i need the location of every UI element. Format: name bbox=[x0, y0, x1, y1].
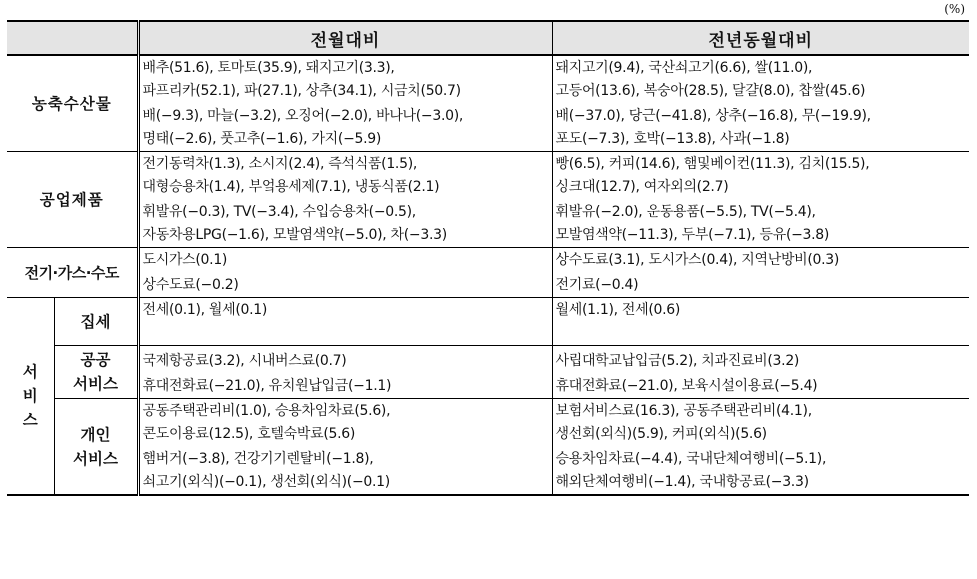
header-row bbox=[7, 21, 969, 55]
personal-label-line1: 개인 bbox=[80, 425, 111, 444]
line: 해외단체여행비(−1.4), 국내항공료(−3.3) bbox=[555, 474, 809, 490]
line: 공동주택관리비(1.0), 승용차임차료(5.6), bbox=[142, 403, 391, 419]
header-year: 전년동월대비 bbox=[552, 21, 969, 55]
table-row-personal-pos bbox=[7, 399, 969, 447]
unit-label: (%) bbox=[944, 2, 965, 16]
line: 전기료(−0.4) bbox=[555, 277, 639, 293]
line: 고등어(13.6), 복숭아(28.5), 달걀(8.0), 찹쌀(45.6) bbox=[555, 83, 866, 99]
cell-personal-month-neg bbox=[138, 446, 552, 495]
category-utility: 전기·가스·수도 bbox=[7, 248, 138, 298]
line: 월세(1.1), 전세(0.6) bbox=[555, 302, 681, 318]
subcategory-public bbox=[54, 346, 138, 399]
line: 승용차임차료(−4.4), 국내단체여행비(−5.1), bbox=[555, 451, 827, 467]
line: 국제항공료(3.2), 시내버스료(0.7) bbox=[142, 353, 347, 369]
cell-rent-year bbox=[552, 298, 969, 346]
line: 도시가스(0.1) bbox=[142, 252, 228, 268]
line: 전세(0.1), 월세(0.1) bbox=[142, 302, 268, 318]
cell-agri-year-neg bbox=[552, 103, 969, 152]
cell-agri-month-neg bbox=[138, 103, 552, 152]
cell-industrial-month-neg bbox=[138, 199, 552, 248]
cell-industrial-year-neg bbox=[552, 199, 969, 248]
cell-utility-month-pos bbox=[138, 248, 552, 273]
line: 휘발유(−0.3), TV(−3.4), 수입승용차(−0.5), bbox=[142, 204, 416, 220]
cell-personal-year-pos bbox=[552, 399, 969, 447]
line: 모발염색약(−11.3), 두부(−7.1), 등유(−3.8) bbox=[555, 227, 830, 243]
line: 휘발유(−2.0), 운동용품(−5.5), TV(−5.4), bbox=[555, 204, 816, 220]
line: 배추(51.6), 토마토(35.9), 돼지고기(3.3), bbox=[142, 60, 395, 76]
cell-rent-month bbox=[138, 298, 552, 346]
line: 배(−9.3), 마늘(−3.2), 오징어(−2.0), 바나나(−3.0), bbox=[142, 108, 464, 124]
header-month: 전월대비 bbox=[138, 21, 552, 55]
table-row-industrial-pos bbox=[7, 152, 969, 200]
cell-personal-year-neg bbox=[552, 446, 969, 495]
line: 쇠고기(외식)(−0.1), 생선회(외식)(−0.1) bbox=[142, 474, 390, 490]
cell-utility-year-neg bbox=[552, 272, 969, 298]
line: 배(−37.0), 당근(−41.8), 상추(−16.8), 무(−19.9), bbox=[555, 108, 871, 124]
table-row-rent bbox=[7, 298, 969, 346]
line: 상수도료(3.1), 도시가스(0.4), 지역난방비(0.3) bbox=[555, 252, 840, 268]
public-label-line1: 공공 bbox=[80, 351, 111, 369]
line: 전기동력차(1.3), 소시지(2.4), 즉석식품(1.5), bbox=[142, 156, 418, 172]
price-change-table bbox=[7, 20, 969, 496]
category-industrial: 공업제품 bbox=[7, 152, 138, 248]
line: 생선회(외식)(5.9), 커피(외식)(5.6) bbox=[555, 426, 767, 442]
line: 햄버거(−3.8), 건강기기렌탈비(−1.8), bbox=[142, 451, 374, 467]
line: 자동차용LPG(−1.6), 모발염색약(−5.0), 차(−3.3) bbox=[142, 227, 447, 243]
cell-utility-year-pos bbox=[552, 248, 969, 273]
table-row-public-neg bbox=[7, 373, 969, 399]
cell-agri-year-pos bbox=[552, 55, 969, 103]
cell-industrial-year-pos bbox=[552, 152, 969, 200]
line: 포도(−7.3), 호박(−13.8), 사과(−1.8) bbox=[555, 131, 790, 147]
line: 명태(−2.6), 풋고추(−1.6), 가지(−5.9) bbox=[142, 131, 382, 147]
subcategory-personal bbox=[54, 399, 138, 496]
line: 파프리카(52.1), 파(27.1), 상추(34.1), 시금치(50.7) bbox=[142, 83, 461, 99]
public-label-line2: 서비스 bbox=[73, 375, 118, 393]
subcategory-rent: 집세 bbox=[54, 298, 138, 346]
cell-public-month-neg bbox=[138, 373, 552, 399]
table-row-personal-neg bbox=[7, 446, 969, 495]
table-row-agri-pos bbox=[7, 55, 969, 103]
cell-agri-month-pos bbox=[138, 55, 552, 103]
personal-label-line2: 서비스 bbox=[73, 449, 118, 468]
cell-public-year-pos bbox=[552, 346, 969, 374]
cell-personal-month-pos bbox=[138, 399, 552, 447]
category-agri: 농축수산물 bbox=[7, 55, 138, 152]
line: 싱크대(12.7), 여자외의(2.7) bbox=[555, 179, 729, 195]
cell-utility-month-neg bbox=[138, 272, 552, 298]
line: 돼지고기(9.4), 국산쇠고기(6.6), 쌀(11.0), bbox=[555, 60, 813, 76]
table-row-industrial-neg bbox=[7, 199, 969, 248]
line: 보험서비스료(16.3), 공동주택관리비(4.1), bbox=[555, 403, 812, 419]
table-row-agri-neg bbox=[7, 103, 969, 152]
table-row-public-pos bbox=[7, 346, 969, 374]
line: 휴대전화료(−21.0), 유치원납입금(−1.1) bbox=[142, 378, 392, 394]
line: 상수도료(−0.2) bbox=[142, 277, 239, 293]
cell-public-month-pos bbox=[138, 346, 552, 374]
services-label: 서비스 bbox=[22, 363, 38, 429]
header-category bbox=[7, 21, 138, 55]
table-row-utility-pos bbox=[7, 248, 969, 273]
line: 사립대학교납입금(5.2), 치과진료비(3.2) bbox=[555, 353, 800, 369]
line: 휴대전화료(−21.0), 보육시설이용료(−5.4) bbox=[555, 378, 818, 394]
cell-public-year-neg bbox=[552, 373, 969, 399]
cell-industrial-month-pos bbox=[138, 152, 552, 200]
category-services bbox=[7, 298, 54, 496]
table-row-utility-neg bbox=[7, 272, 969, 298]
line: 빵(6.5), 커피(14.6), 햄및베이컨(11.3), 김치(15.5), bbox=[555, 156, 870, 172]
line: 콘도이용료(12.5), 호텔숙박료(5.6) bbox=[142, 426, 356, 442]
line: 대형승용차(1.4), 부엌용세제(7.1), 냉동식품(2.1) bbox=[142, 179, 440, 195]
